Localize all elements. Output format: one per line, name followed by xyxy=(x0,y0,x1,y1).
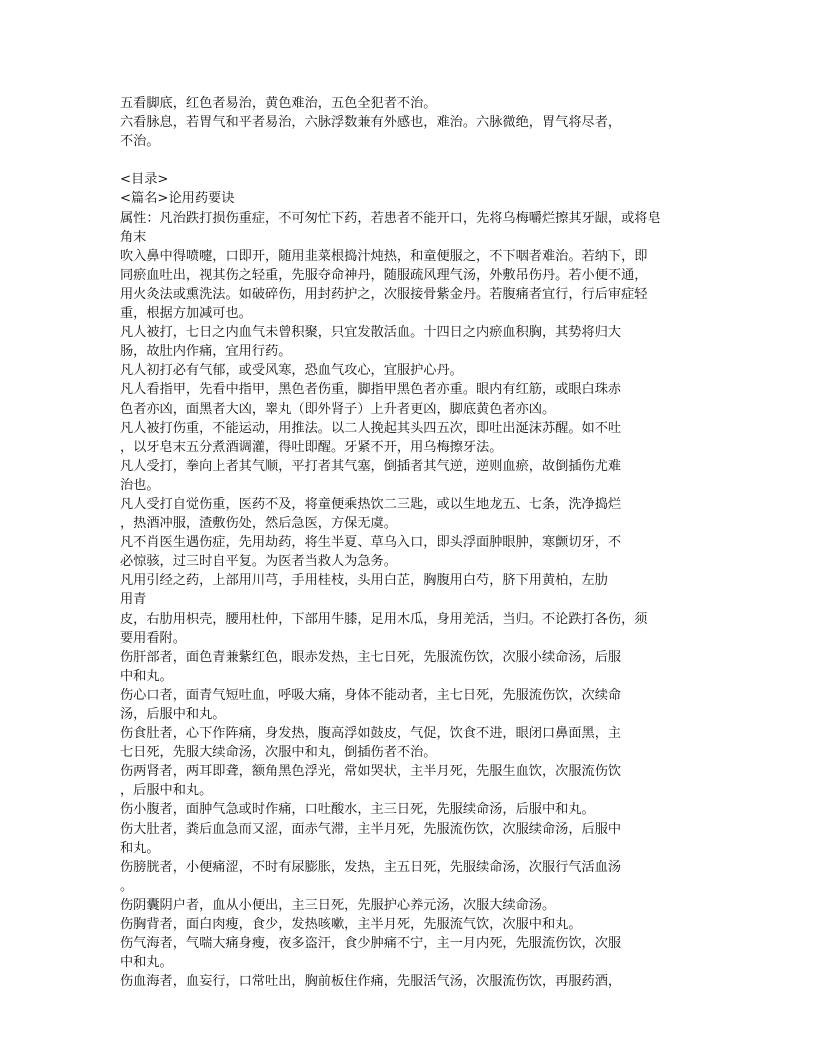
text-line: 凡人被打，七日之内血气未曾积聚，只宜发散活血。十四日之内瘀血积胸，其势将归大 xyxy=(120,325,622,341)
text-line: 伤食肚者，心下作阵痛，身发热，腹高浮如鼓皮，气促，饮食不进，眼闭口鼻面黑，主 xyxy=(120,726,622,742)
text-line: 伤阴囊阴户者，血从小便出，主三日死，先服护心养元汤，次服大续命汤。 xyxy=(120,897,556,913)
text-line: 凡不肖医生遇伤症，先用劫药，将生半夏、草乌入口，即头浮面肿眼肿，寒颤切牙，不 xyxy=(120,535,622,551)
text-line: 用青 xyxy=(120,592,147,608)
text-line: 和丸。 xyxy=(120,840,160,856)
text-line: ，热酒冲服，渣敷伤处，然后急医，方保无虞。 xyxy=(120,516,397,532)
text-line: 伤大肚者，粪后血急而又涩，面赤气滞，主半月死，先服流伤饮，次服续命汤，后服中 xyxy=(120,821,622,837)
text-line: 伤小腹者，面肿气急或时作痛，口吐酸水，主三日死，先服续命汤，后服中和丸。 xyxy=(120,802,595,818)
text-line: 吹入鼻中得喷嚏，口即开，随用韭菜根捣汁炖热，和童便服之，不下咽者难治。若纳下，即 xyxy=(120,248,648,264)
text-line: 六看脉息，若胃气和平者易治，六脉浮数兼有外感也，难治。六脉微绝，胃气将尽者， xyxy=(120,115,622,131)
text-line: 色者亦凶，面黑者大凶，睾丸（即外肾子）上升者更凶，脚底黄色者亦凶。 xyxy=(120,401,556,417)
text-line: 肠，故肚内作痛，宜用行药。 xyxy=(120,344,292,360)
text-line: 伤心口者，面青气短吐血，呼吸大痛，身体不能动者，主七日死，先服流伤饮，次续命 xyxy=(120,687,622,703)
text-line: 治也。 xyxy=(120,477,160,493)
text-line: 凡人被打伤重，不能运动，用推法。以二人挽起其头四五次，即吐出涎沫苏醒。如不吐 xyxy=(120,420,622,436)
text-line: 汤，后服中和丸。 xyxy=(120,707,226,722)
text-line: 要用看附。 xyxy=(120,630,186,646)
toc-marker: <目录> xyxy=(120,172,169,188)
text-line: ，后服中和丸。 xyxy=(120,783,213,799)
document-text-body xyxy=(120,94,695,1011)
text-line: 凡用引经之药，上部用川芎，手用桂枝，头用白芷，胸腹用白芍，脐下用黄柏，左肋 xyxy=(120,573,608,589)
text-line: 中和丸。 xyxy=(120,668,173,684)
text-line xyxy=(120,991,695,1010)
text-line: 伤膀胱者，小便痛涩，不时有尿膨胀，发热，主五日死，先服续命汤，次服行气活血汤 xyxy=(120,859,622,875)
text-line: 凡人受打自觉伤重，医药不及，将童便乘热饮二三匙，或以生地龙五、七条，洗净捣烂 xyxy=(120,496,622,512)
text-line: 五看脚底，红色者易治，黄色难治，五色全犯者不治。 xyxy=(120,96,437,111)
text-line: 重，根据方加减可也。 xyxy=(120,306,252,322)
text-line: 皮，右肋用枳壳，腰用杜仲，下部用牛膝，足用木瓜，身用羌活，当归。不论跌打各伤，须 xyxy=(120,611,648,627)
text-line: 凡人初打必有气郁，或受风寒，恐血气攻心，宜服护心丹。 xyxy=(120,363,463,379)
text-line: 用火灸法或熏洗法。如破碎伤，用封药护之，次服接骨紫金丹。若腹痛者宜行，行后审症轻 xyxy=(120,286,648,302)
text-line: 伤气海者，气喘大痛身瘦，夜多盗汗，食少肿痛不宁，主一月内死，先服流伤饮，次服 xyxy=(120,936,622,952)
text-line: 中和丸。 xyxy=(120,955,173,971)
text-line: 伤胸背者，面白肉瘦，食少，发热咳嗽，主半月死，先服流气饮，次服中和丸。 xyxy=(120,917,582,933)
text-line: ，以牙皂末五分煮酒调灌，得吐即醒。牙紧不开，用乌梅擦牙法。 xyxy=(120,439,503,455)
text-line: 同瘀血吐出，视其伤之轻重，先服夺命神丹，随服疏风理气汤，外敷吊伤丹。若小便不通， xyxy=(120,267,648,283)
text-line: 伤肝部者，面色青兼紫红色，眼赤发热，主七日死，先服流伤饮，次服小续命汤，后服 xyxy=(120,649,622,665)
text-line: 属性：凡治跌打损伤重症，不可匆忙下药，若患者不能开口，先将乌梅嚼烂擦其牙龈，或将皂 xyxy=(120,210,661,226)
text-line: 伤血海者，血妄行，口常吐出，胸前板住作痛，先服活气汤，次服流伤饮，再服药酒， xyxy=(120,974,622,990)
text-line: 不治。 xyxy=(120,134,160,150)
section-title: <篇名>论用药要诀 xyxy=(120,191,235,207)
text-line: 凡人看指甲，先看中指甲，黑色者伤重，脚指甲黑色者亦重。眼内有红筋，或眼白珠赤 xyxy=(120,382,622,398)
text-line: 必惊骇，过三时自平复。为医者当救人为急务。 xyxy=(120,554,397,570)
text-line: 七日死，先服大续命汤，次服中和丸，倒插伤者不治。 xyxy=(120,745,437,761)
text-line: 凡人受打，拳向上者其气顺，平打者其气塞，倒插者其气逆，逆则血瘀，故倒插伤尤难 xyxy=(120,458,622,474)
text-line: 。 xyxy=(120,878,134,894)
blank-line xyxy=(120,151,695,170)
text-line: 角末 xyxy=(120,229,147,245)
text-line: 伤两肾者，两耳即聋，额角黑色浮光，常如哭状，主半月死，先服生血饮，次服流伤饮 xyxy=(120,764,622,780)
